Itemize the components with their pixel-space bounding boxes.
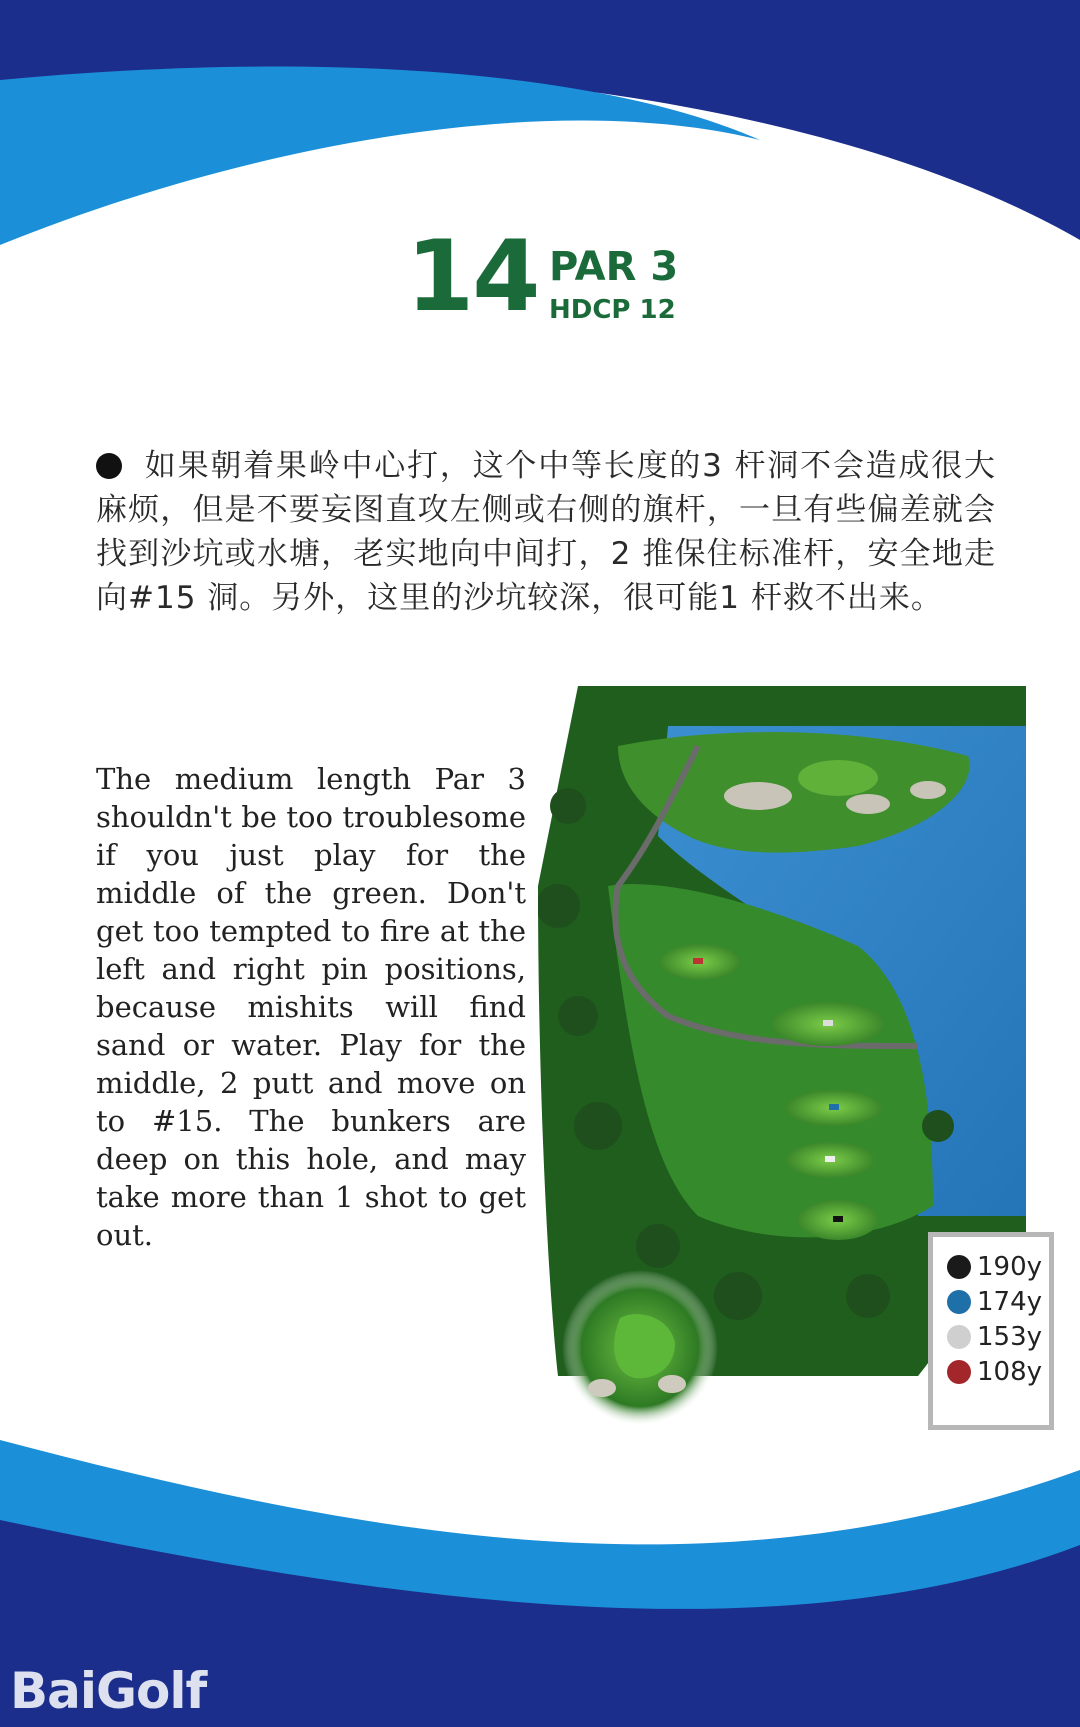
bullet-icon [96,453,122,479]
legend-item [933,1249,1049,1284]
description-chinese-text: 如果朝着果岭中心打，这个中等长度的3 杆洞不会造成很大麻烦，但是不要妄图直攻左侧或右侧的旗杆，一旦有些偏差就会找到沙坑或水塘，老实地向中间打，2 推保住标准杆，安全地走向#15 洞。另外，这里的沙坑较深，很可能1 杆救不出来。 [96,448,996,616]
legend-label: 190y [977,1251,1043,1282]
baigolf-logo: BaiGolf [10,1662,207,1720]
legend-item [933,1284,1049,1319]
green-inset-illustration [560,1268,720,1428]
tee-marker-icon [947,1360,971,1384]
legend-item [933,1354,1049,1389]
description-english: The medium length Par 3 shouldn't be too troublesome if you just play for the middle of the green. Don't get too tempted to fire at the left and right pin positions, because mishits will find sand or water. Play for the middle, 2 putt and move on to #15. The bunkers are deep on this hole, and may take more than 1 shot to get out. [96,762,526,1252]
par-label: PAR 3 [549,244,679,290]
description-chinese [96,444,996,620]
legend-label: 153y [977,1321,1043,1352]
handicap-label: HDCP 12 [549,295,676,325]
legend-label: 174y [977,1286,1043,1317]
legend-item [933,1319,1049,1354]
tee-distance-legend [928,1232,1054,1430]
tee-marker-icon [947,1290,971,1314]
tee-marker-icon [947,1325,971,1349]
legend-label: 108y [977,1356,1043,1387]
hole-number: 14 [406,220,539,334]
tee-marker-icon [947,1255,971,1279]
